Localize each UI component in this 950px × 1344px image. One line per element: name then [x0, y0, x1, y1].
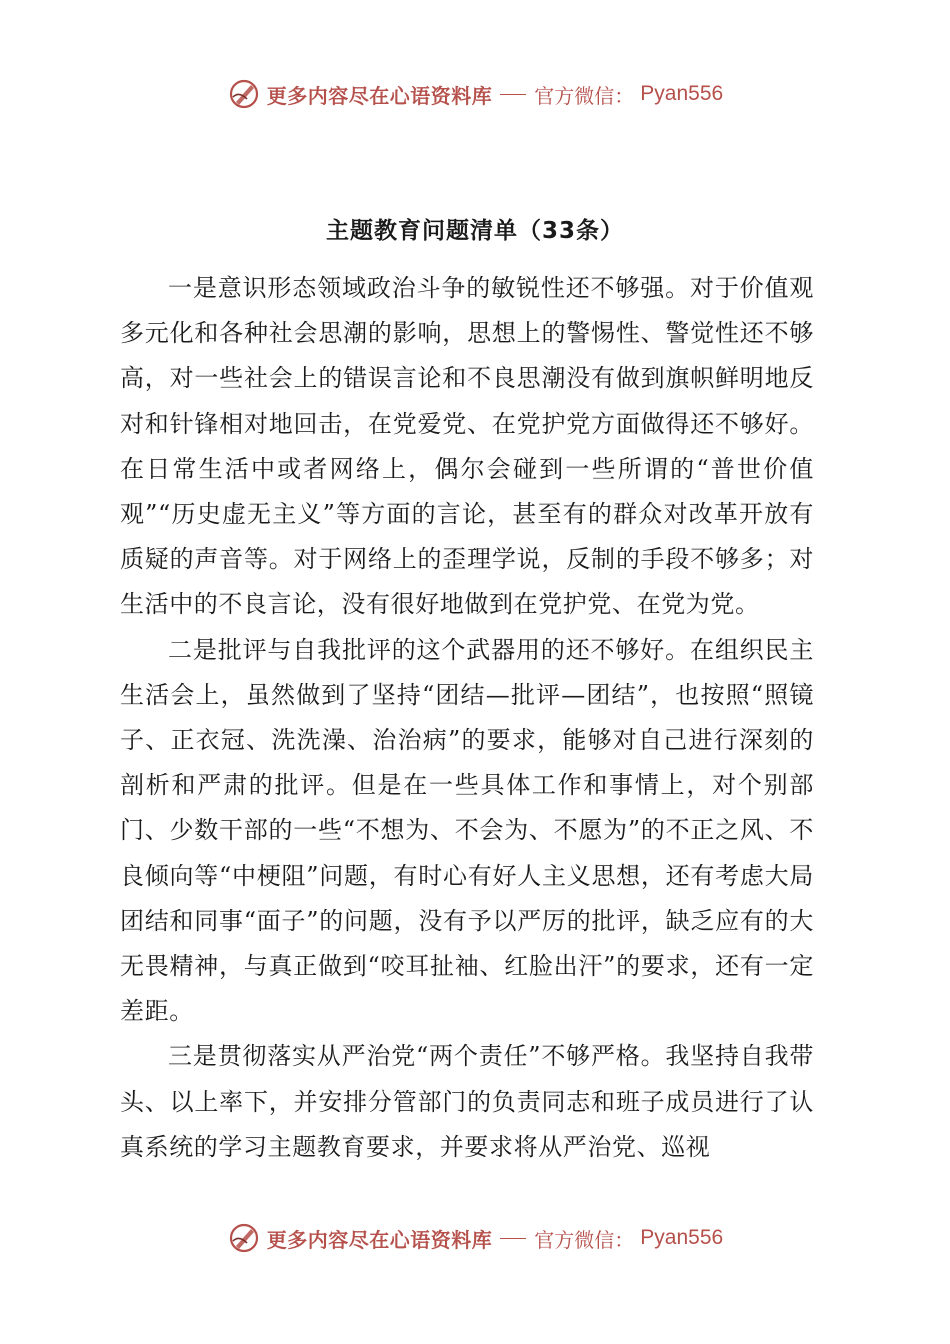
watermark-dash [500, 1238, 526, 1239]
watermark-wechat-label: 官方微信： [534, 1227, 635, 1252]
watermark-wechat-id: Pyan556 [640, 82, 724, 105]
logo-pen-icon [227, 77, 261, 111]
document-body [120, 266, 814, 1170]
watermark-dash [500, 94, 526, 95]
paragraph-2: 二是批评与自我批评的这个武器用的还不够好。在组织民主生活会上，虽然做到了坚持“团结—批评—团结”，也按照“照镜子、正衣冠、洗洗澡、治治病”的要求，能够对自己进行深刻的剖析和严肃的批评。但是在一些具体工作和事情上，对个别部门、少数干部的一些“不想为、不会为、不愿为”的不正之风、不良倾向等“中梗阻”问题，有时心有好人主义思想，还有考虑大局团结和同事“面子”的问题，没有予以严厉的批评，缺乏应有的大无畏精神，与真正做到“咬耳扯袖、红脸出汗”的要求，还有一定差距。 [120, 635, 814, 1026]
watermark-text: 更多内容尽在心语资料库 [266, 1227, 493, 1252]
logo-pen-icon [227, 1221, 261, 1255]
watermark-text: 更多内容尽在心语资料库 [266, 83, 493, 108]
watermark-header [0, 74, 950, 114]
paragraph-3: 三是贯彻落实从严治党“两个责任”不够严格。我坚持自我带头、以上率下，并安排分管部门的负责同志和班子成员进行了认真系统的学习主题教育要求，并要求将从严治党、巡视 [120, 1042, 814, 1161]
paragraph-1: 一是意识形态领域政治斗争的敏锐性还不够强。对于价值观多元化和各种社会思潮的影响，思想上的警惕性、警觉性还不够高，对一些社会上的错误言论和不良思潮没有做到旗帜鲜明地反对和针锋相对地回击，在党爱党、在党护党方面做得还不够好。在日常生活中或者网络上，偶尔会碰到一些所谓的“普世价值观”“历史虚无主义”等方面的言论，甚至有的群众对改革开放有质疑的声音等。对于网络上的歪理学说，反制的手段不够多；对生活中的不良言论，没有很好地做到在党护党、在党为党。 [120, 274, 814, 619]
watermark-footer [0, 1218, 950, 1258]
watermark-wechat-label: 官方微信： [534, 83, 635, 108]
watermark-wechat-id: Pyan556 [640, 1226, 724, 1249]
document-title: 主题教育问题清单（33条） [325, 218, 624, 244]
